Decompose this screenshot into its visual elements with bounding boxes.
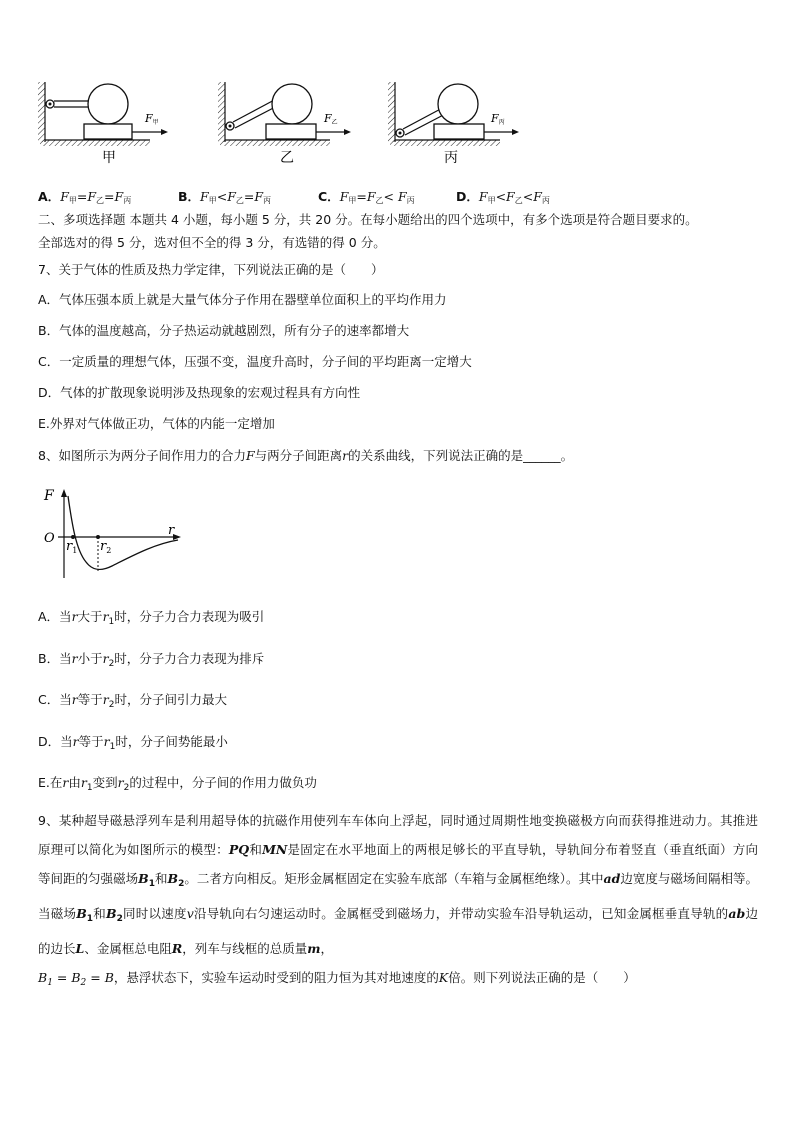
diagram-bing: [388, 82, 519, 166]
q8-force-distance-graph: [36, 484, 186, 584]
section2-line2: 全部选对的得 5 分，选对但不全的得 3 分，有选错的得 0 分。: [38, 235, 386, 250]
q7-option-c: C．一定质量的理想气体，压强不变，温度升高时，分子间的平均距离一定增大: [38, 354, 472, 369]
caption-bing: 丙: [444, 150, 458, 166]
axis-label-r: r: [168, 523, 175, 538]
q6-option-b: B．$F_甲<F_乙=F_丙$: [178, 189, 272, 205]
q9-equation: $B_1 = B_2 = B$: [38, 970, 114, 988]
r2-label: $r_2$: [100, 539, 112, 555]
q7-option-b: B．气体的温度越高，分子热运动就越剧烈，所有分子的速率都增大: [38, 323, 410, 338]
section2-line1: 二、多项选择题 本题共 4 小题，每小题 5 分，共 20 分。在每小题给出的四个选项中，有多个选项是符合题目要求的。: [38, 212, 698, 227]
q8-option-d: D．当r等于$r_1$时，分子间势能最小: [38, 734, 228, 752]
q7-option-e: E.外界对气体做正功，气体的内能一定增加: [38, 416, 275, 431]
caption-jia: 甲: [102, 150, 116, 166]
q7-stem: 7、关于气体的性质及热力学定律，下列说法正确的是（ ）: [38, 262, 384, 277]
caption-yi: 乙: [280, 150, 294, 166]
force-label-bing: F丙: [491, 112, 505, 126]
q8-stem: 8、如图所示为两分子间作用力的合力F与两分子间距离r的关系曲线，下列说法正确的是______。: [38, 448, 574, 463]
axis-label-f: F: [44, 488, 54, 504]
q8-option-b: B．当r小于$r_2$时，分子力合力表现为排斥: [38, 651, 265, 669]
q6-option-c: C．$F_甲=F_乙< F_丙$: [318, 189, 415, 205]
force-label-jia: F甲: [145, 112, 159, 126]
q9-question: 9、某种超导磁悬浮列车是利用超导体的抗磁作用使列车车体向上浮起，同时通过周期性地变换磁极方向而获得推进动力。其推进原理可以简化为如图所示的模型：PQ和MN是固定在水平地面上的两根足够长的平直导轨，导轨间分布着竖直（垂直纸面）方向等间距的匀强磁场$B_1$和$B_2$。二者方向相反。矩形金属框固定在实验车底部（车箱与金属框绝缘）。其中ad边宽度与磁场间隔相等。当磁场$B_1$和$B_2$同时以速度v沿导轨向右匀速运动时。金属框受到磁场力，并带动实验车沿导轨运动，已知金属框垂直导轨的ab边的边长L、金属框总电阻R，列车与线框的总质量m， $B_1 = B_2 = B$，悬浮状态下，实验车运动时受到的阻力恒为其对地速度的K倍。则下列说法正确的是（ ）: [38, 813, 758, 988]
q6-option-d: D．$F_甲<F_乙<F_丙$: [456, 189, 550, 205]
origin-label: O: [44, 531, 55, 546]
q7-option-a: A．气体压强本质上就是大量气体分子作用在器壁单位面积上的平均作用力: [38, 292, 447, 307]
q6-figure: [30, 80, 590, 170]
force-curve: [68, 496, 178, 569]
force-label-yi: F乙: [324, 112, 338, 126]
q8-option-e: E.在r由$r_1$变到$r_2$的过程中，分子间的作用力做负功: [38, 775, 317, 793]
diagram-jia: [38, 82, 168, 166]
q6-options: [38, 189, 550, 209]
r1-label: $r_1$: [66, 539, 78, 555]
q8-option-c: C．当r等于$r_2$时，分子间引力最大: [38, 692, 227, 710]
diagram-yi: [218, 82, 351, 166]
q8-option-a: A．当r大于$r_1$时，分子力合力表现为吸引: [38, 609, 265, 627]
q6-option-a: A．$F_甲=F_乙=F_丙$: [38, 189, 132, 205]
q7-option-d: D．气体的扩散现象说明涉及热现象的宏观过程具有方向性: [38, 385, 361, 400]
